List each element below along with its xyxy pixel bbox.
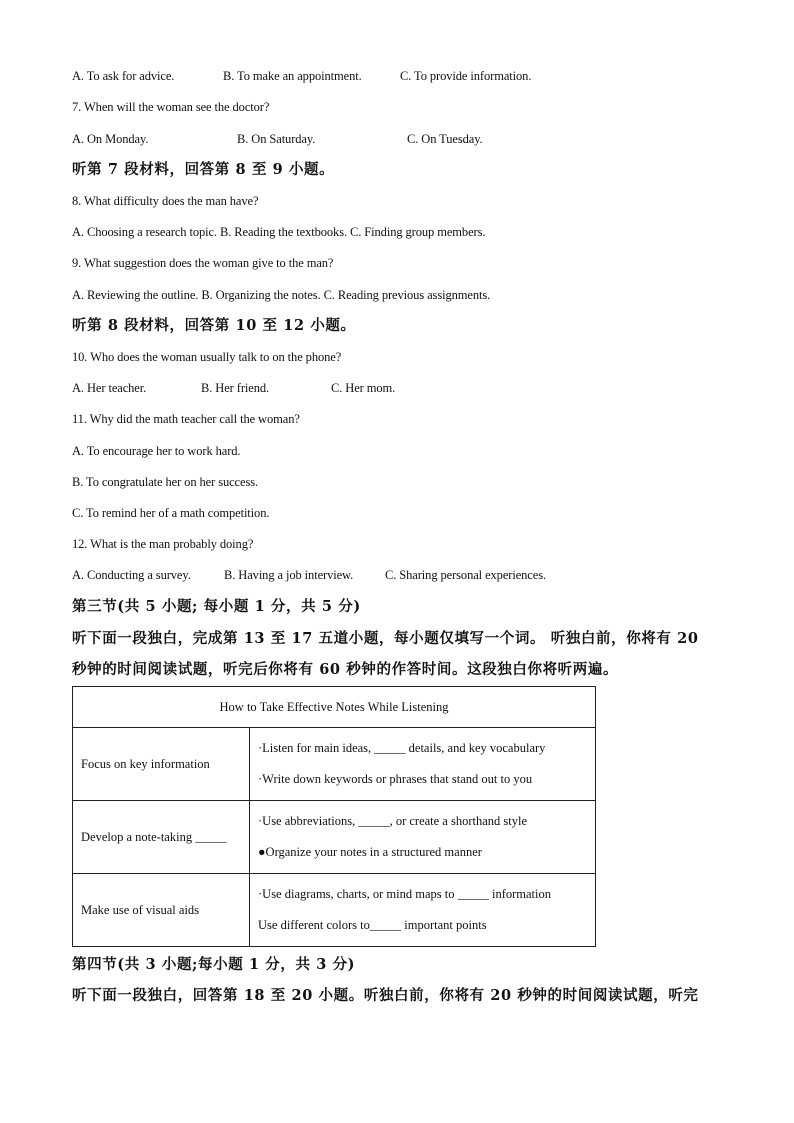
part3-instruction-line1: 听下面一段独白，完成第 13 至 17 五道小题，每小题仅填写一个词。 听独白前，你将有 20 — [72, 630, 699, 647]
q7-option-c: C. On Tuesday. — [407, 132, 483, 146]
q8-options: A. Choosing a research topic. B. Reading the textbooks. C. Finding group members. — [72, 225, 486, 239]
q12-question: 12. What is the man probably doing? — [72, 537, 254, 551]
q7-option-a: A. On Monday. — [72, 132, 149, 146]
bullet-line: Use different colors to_____ important points — [258, 918, 487, 932]
bullet-line: ●Organize your notes in a structured manner — [258, 845, 482, 859]
table-row — [73, 728, 596, 801]
bullet-line: ·Write down keywords or phrases that stand out to you — [258, 772, 533, 786]
q11-option-a: A. To encourage her to work hard. — [72, 444, 241, 458]
part3-title: 第三节(共 5 小题; 每小题 1 分，共 5 分) — [72, 598, 361, 615]
section8-heading: 听第 8 段材料，回答第 10 至 12 小题。 — [72, 317, 356, 334]
part4-title: 第四节(共 3 小题;每小题 1 分，共 3 分) — [72, 956, 356, 973]
q6-option-c: C. To provide information. — [400, 69, 532, 83]
q11-option-c: C. To remind her of a math competition. — [72, 506, 270, 520]
q9-question: 9. What suggestion does the woman give to the man? — [72, 256, 334, 270]
section7-heading: 听第 7 段材料，回答第 8 至 9 小题。 — [72, 161, 335, 178]
q6-option-a: A. To ask for advice. — [72, 69, 175, 83]
bullet-line: ·Use abbreviations, _____, or create a shorthand style — [258, 814, 528, 828]
q8-question: 8. What difficulty does the man have? — [72, 194, 259, 208]
q11-question: 11. Why did the math teacher call the woman? — [72, 412, 300, 426]
q12-option-c: C. Sharing personal experiences. — [385, 568, 546, 582]
q10-option-c: C. Her mom. — [331, 381, 396, 395]
bullet-line: ·Use diagrams, charts, or mind maps to _____ information — [258, 887, 551, 901]
q6-option-b: B. To make an appointment. — [223, 69, 362, 83]
q12-option-b: B. Having a job interview. — [224, 568, 354, 582]
q10-option-a: A. Her teacher. — [72, 381, 147, 395]
row-heading: Develop a note-taking _____ — [73, 801, 250, 874]
part3-instruction-line2: 秒钟的时间阅读试题，听完后你将有 60 秒钟的作答时间。这段独白你将听两遍。 — [72, 661, 619, 678]
table-row — [73, 874, 596, 947]
q9-options: A. Reviewing the outline. B. Organizing the notes. C. Reading previous assignments. — [72, 288, 491, 302]
row-heading: Focus on key information — [73, 728, 250, 801]
part4-instruction-line1: 听下面一段独白，回答第 18 至 20 小题。听独白前，你将有 20 秒钟的时间阅读试题，听完 — [72, 987, 699, 1004]
q7-question: 7. When will the woman see the doctor? — [72, 100, 270, 114]
q10-option-b: B. Her friend. — [201, 381, 270, 395]
notes-table — [72, 686, 596, 947]
q7-option-b: B. On Saturday. — [237, 132, 316, 146]
notes-table-title: How to Take Effective Notes While Listening — [73, 687, 596, 728]
table-row — [73, 801, 596, 874]
q11-option-b: B. To congratulate her on her success. — [72, 475, 259, 489]
row-heading: Make use of visual aids — [73, 874, 250, 947]
bullet-line: ·Listen for main ideas, _____ details, and key vocabulary — [258, 741, 546, 755]
row-details — [250, 728, 596, 801]
row-details — [250, 801, 596, 874]
row-details — [250, 874, 596, 947]
q10-question: 10. Who does the woman usually talk to on the phone? — [72, 350, 342, 364]
q12-option-a: A. Conducting a survey. — [72, 568, 191, 582]
